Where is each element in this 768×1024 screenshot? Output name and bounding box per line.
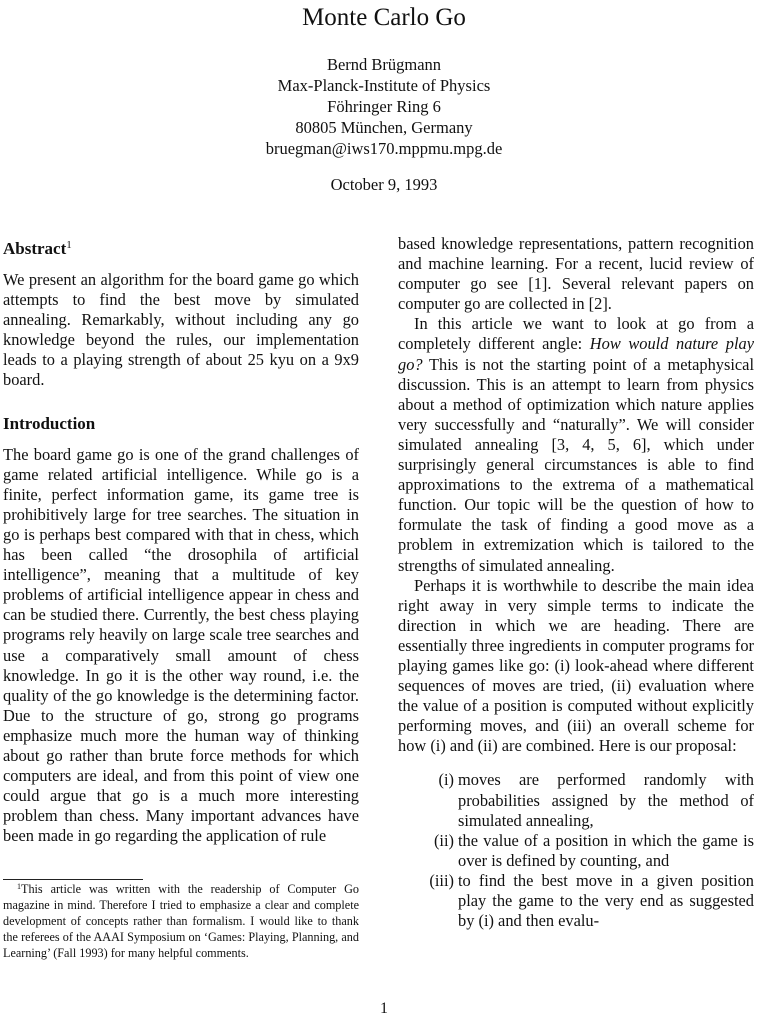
introduction-heading: Introduction <box>3 413 96 433</box>
list-item <box>398 770 754 830</box>
author-city: 80805 München, Germany <box>295 118 473 137</box>
author-block <box>0 54 768 159</box>
list-item-number: (i) <box>438 770 454 790</box>
list-item-text: moves are performed randomly with probabilities assigned by the method of simulated annealing, <box>458 770 754 830</box>
list-item-number: (iii) <box>429 870 454 890</box>
abstract-heading: Abstract$^1$ <box>3 239 72 258</box>
paper-title: Monte Carlo Go <box>302 4 466 31</box>
author-street: Föhringer Ring 6 <box>327 97 441 116</box>
list-item-number: (ii) <box>433 830 454 850</box>
list-item <box>398 871 754 931</box>
introduction-paragraph-1: The board game go is one of the grand challenges of game related artificial intelligence. While go is a finite, perfect information game, its game tree is prohibitively large for tree searches. The situation in go is perhaps best compared with that in chess, which has been called “the drosophila of artificial intelligence”, meaning that a multitude of key problems of artificial intelligence appear in chess and can be studied there. Currently, the best chess playing programs rely heavily on large scale tree searches and use a comparatively small amount of chess knowledge. In go it is the other way round, i.e. the quality of the go knowledge is the determining factor. Due to the structure of go, strong go programs emphasize much more the human way of thinking about go rather than brute force methods for which computers are ideal, and from this point of view one could argue that go is a much more interesting problem than chess. Many important advances have been made in go regarding the application of rule <box>3 444 359 846</box>
footnote <box>3 879 359 962</box>
left-column <box>3 234 359 846</box>
page-number: 1 <box>380 1000 388 1017</box>
list-item-text: to find the best move in a given position play the game to the very end as suggested by (i) and then evalu- <box>458 870 754 931</box>
right-column <box>398 234 754 931</box>
list-item <box>398 831 754 871</box>
author-name: Bernd Brügmann <box>326 55 442 74</box>
author-institute: Max-Planck-Institute of Physics <box>277 76 491 95</box>
abstract-text: We present an algorithm for the board game go which attempts to find the best move by simulated annealing. Remarkably, without including any go knowledge beyond the rules, our implementation leads to a playing strength of about 25 kyu on a 9x9 board. <box>3 270 359 390</box>
paper-date: October 9, 1993 <box>330 175 438 194</box>
rhetorical-question: How would nature play go? <box>398 334 754 374</box>
introduction-paragraph-3: Perhaps it is worthwhile to describe the main idea right away in very simple terms to indicate the direction in which we are heading. There are essentially three ingredients in computer programs for playing games like go: (i) look-ahead where different sequences of moves are tried, (ii) evaluation where the value of a position is computed without explicitly performing moves, and (iii) an overall scheme for how (i) and (ii) are combined. Here is our proposal: <box>398 575 754 756</box>
proposal-list <box>398 770 754 931</box>
author-email: bruegman@iws170.mppmu.mpg.de <box>265 139 503 158</box>
footnote-mark: 1 <box>17 882 21 891</box>
introduction-paragraph-2: In this article we want to look at go from a completely different angle: How would nature play go? This is not the starting point of a metaphysical discussion. This is an attempt to learn from physics about a method of optimization which nature applies very successfully and “naturally”. We will consider simulated annealing [3, 4, 5, 6], which under surprisingly general circumstances is able to find approximations to the extrema of a mathematical function. Our topic will be the question of how to formulate the task of finding a good move as a problem in extremization which is tailored to the strengths of simulated annealing. <box>398 314 754 575</box>
introduction-paragraph-1-continued: based knowledge representations, pattern recognition and machine learning. For a recent, lucid review of computer go see [1]. Several relevant papers on computer go are collected in [2]. <box>398 234 754 314</box>
list-item-text: the value of a position in which the game is over is defined by counting, and <box>458 830 754 870</box>
footnote-text: This article was written with the readership of Computer Go magazine in mind. Therefore I tried to emphasize a clear and complete development of concepts rather than formalism. I would like to thank the referees of the AAAI Symposium on ‘Games: Playing, Planning, and Learning’ (Fall 1993) for many helpful comments. <box>3 882 359 960</box>
abstract-footnote-mark: 1 <box>66 239 72 251</box>
